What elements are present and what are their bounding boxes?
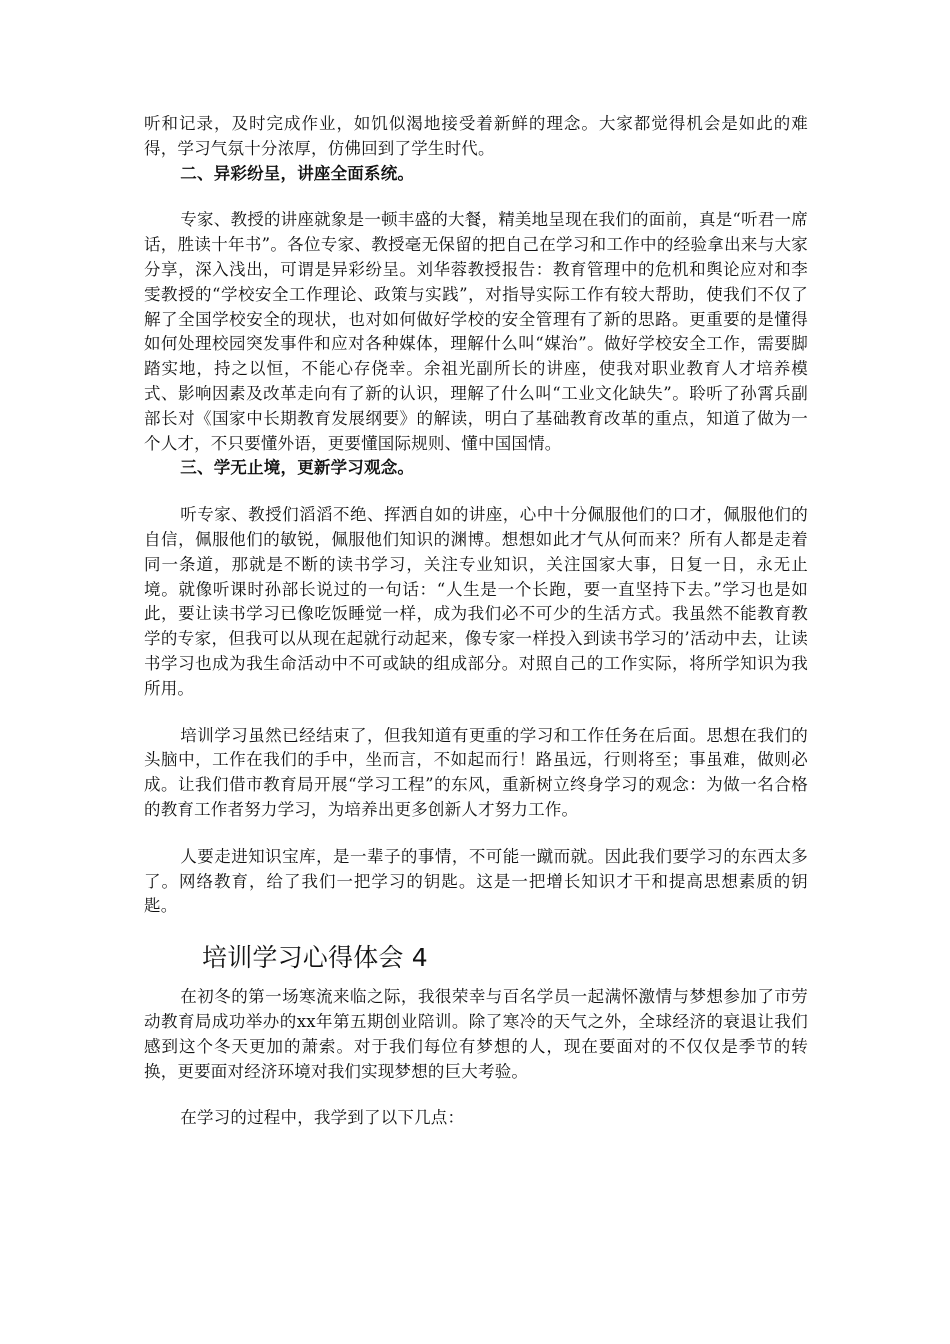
paragraph-4-points: 在学习的过程中，我学到了以下几点： [180, 1108, 465, 1128]
paragraph-knowledge: 人要走进知识宝库，是一辈子的事情，不可能一蹴而就。因此我们要学习的东西太多了。网络教育，给了我们一把学习的钥匙。这是一把增长知识才干和提高思想素质的钥匙。 [144, 846, 808, 916]
article-title-4: 培训学习心得体会 4 [202, 943, 428, 973]
paragraph-section-3: 听专家、教授们滔滔不绝、挥洒自如的讲座，心中十分佩服他们的口才，佩服他们的自信，佩服他们的敏锐，佩服他们知识的渊博。想想如此才气从何而来？所有人都是走着同一条道，那就是不断的读书学习，关注专业知识，关注国家大事，日复一日，永无止境。就像听课时孙部长说过的一句话：“人生是一个长跑，要一直坚持下去。”学习也是如此，要让读书学习已像吃饭睡觉一样，成为我们必不可少的生活方式。我虽然不能教育教学的专家，但我可以从现在起就行动起来，像专家一样投入到读书学习的’活动中去，让读书学习也成为我生命活动中不可或缺的组成部分。对照自己的工作实际，将所学知识为我所用。 [144, 505, 808, 698]
section-heading-3: 三、学无止境，更新学习观念。 [180, 458, 415, 478]
paragraph-intro: 听和记录，及时完成作业，如饥似渴地接受着新鲜的理念。大家都觉得机会是如此的难得，学习气氛十分浓厚，仿佛回到了学生时代。 [144, 114, 808, 158]
section-heading-2: 二、异彩纷呈，讲座全面系统。 [180, 163, 415, 183]
paragraph-conclusion: 培训学习虽然已经结束了，但我知道有更重的学习和工作任务在后面。思想在我们的头脑中，工作在我们的手中，坐而言，不如起而行！路虽远，行则将至；事虽难，做则必成。让我们借市教育局开展“学习工程”的东风，重新树立终身学习的观念：为做一名合格的教育工作者努力学习，为培养出更多创新人才努力工作。 [144, 725, 808, 819]
paragraph-section-2: 专家、教授的讲座就象是一顿丰盛的大餐，精美地呈现在我们的面前，真是“听君一席话，胜读十年书”。各位专家、教授毫无保留的把自己在学习和工作中的经验拿出来与大家分享，深入浅出，可谓是异彩纷呈。刘华蓉教授报告：教育管理中的危机和舆论应对和李雯教授的“学校安全工作理论、政策与实践”，对指导实际工作有较大帮助，使我们不仅了解了全国学校安全的现状，也对如何做好学校的安全管理有了新的思路。更重要的是懂得如何处理校园突发事件和应对各种媒体，理解什么叫“媒治”。做好学校安全工作，需要脚踏实地，持之以恒，不能心存侥幸。余祖光副所长的讲座，使我对职业教育人才培养模式、影响因素及改革走向有了新的认识，理解了什么叫“工业文化缺失”。聆听了孙霄兵副部长对《国家中长期教育发展纲要》的解读，明白了基础教育改革的重点，知道了做为一个人才，不只要懂外语，更要懂国际规则、懂中国国情。 [144, 210, 808, 453]
paragraph-4-intro: 在初冬的第一场寒流来临之际，我很荣幸与百名学员一起满怀激情与梦想参加了市劳动教育局成功举办的xx年第五期创业陪训。除了寒冷的天气之外，全球经济的衰退让我们感到这个冬天更加的萧索。对于我们每位有梦想的人，现在要面对的不仅仅是季节的转换，更要面对经济环境对我们实现梦想的巨大考验。 [144, 987, 808, 1081]
document-page [144, 112, 808, 1131]
